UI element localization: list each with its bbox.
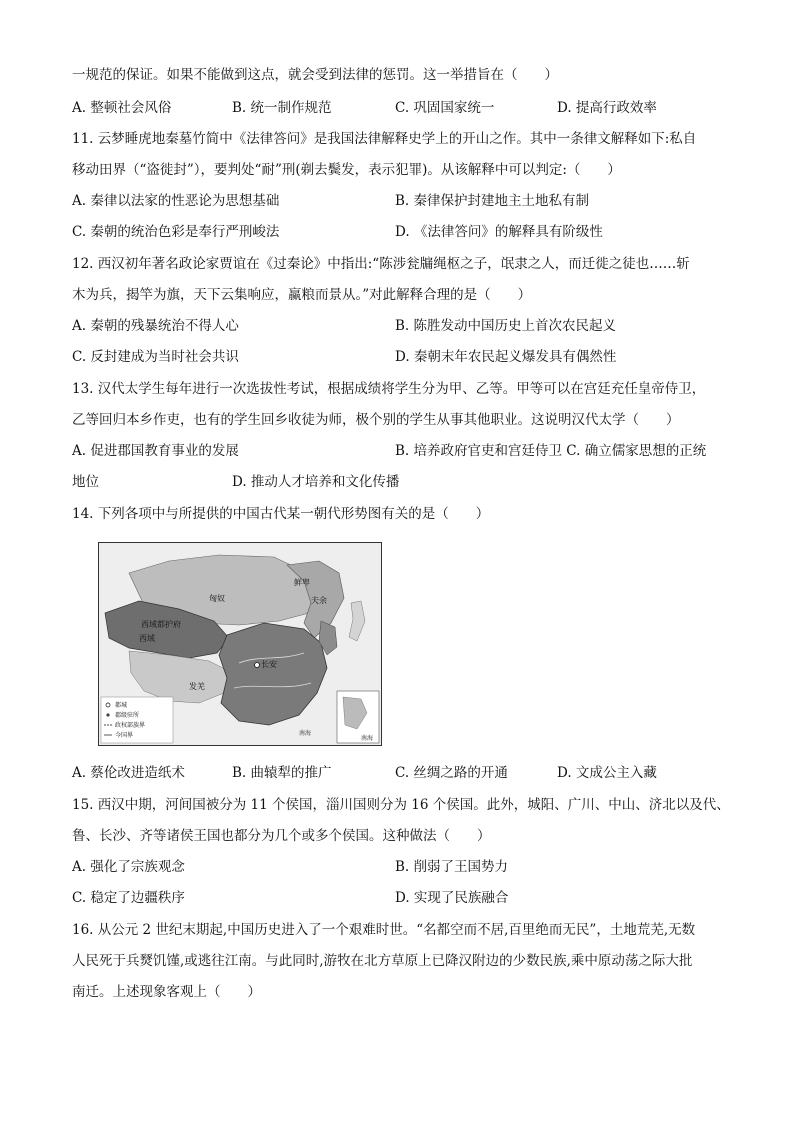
q13-stem-line2: 乙等回归本乡作吏，也有的学生回乡收徒为师，极个别的学生从事其他职业。这说明汉代太学（ ） — [72, 412, 680, 428]
label-xiyu-duhufu: 西域都护府 — [141, 620, 181, 629]
label-xiyu: 西域 — [139, 634, 155, 643]
legend-commandery: 郡级驻所 — [115, 712, 140, 719]
map-svg — [99, 543, 381, 745]
q10-option-c[interactable]: C. 巩固国家统一 — [395, 100, 495, 116]
q12-option-a[interactable]: A. 秦朝的残暴统治不得人心 — [72, 318, 239, 334]
label-faqiang: 发羌 — [189, 682, 205, 691]
q13-stem-line1: 13. 汉代太学生每年进行一次选拔性考试，根据成绩将学生分为甲、乙等。甲等可以在宫廷充任皇帝侍卫， — [72, 381, 706, 397]
q16-stem-line1: 16. 从公元 2 世纪末期起,中国历史进入了一个艰难时世。“名都空而不居,百里绝而无民”，土地荒芜,无数 — [72, 922, 696, 938]
q15-option-c[interactable]: C. 稳定了边疆秩序 — [72, 890, 185, 906]
q14-option-a[interactable]: A. 蔡伦改进造纸术 — [72, 765, 185, 781]
legend-national-border: 今国界 — [115, 732, 134, 739]
q13-option-c-wrap: 地位 — [72, 474, 99, 490]
q11-option-d[interactable]: D. 《法律答问》的解释具有阶级性 — [395, 224, 603, 240]
q15-stem-line2: 鲁、长沙、齐等诸侯王国也都分为几个或多个侯国。这种做法（ ） — [72, 828, 491, 844]
q15-option-d[interactable]: D. 实现了民族融合 — [395, 890, 509, 906]
q15-option-b[interactable]: B. 削弱了王国势力 — [395, 859, 509, 875]
label-xiongnu: 匈奴 — [209, 594, 225, 603]
q11-option-a[interactable]: A. 秦律以法家的性恶论为思想基础 — [72, 193, 280, 209]
q16-stem-line3: 南迁。上述现象客观上（ ） — [72, 984, 261, 1000]
q12-stem-line2: 木为兵，揭竿为旗，天下云集响应，赢粮而景从。”对此解释合理的是（ ） — [72, 287, 532, 303]
q14-option-c[interactable]: C. 丝绸之路的开通 — [395, 765, 508, 781]
q14-option-d[interactable]: D. 文成公主入藏 — [557, 765, 657, 781]
q10-stem-continuation: 一规范的保证。如果不能做到这点，就会受到法律的惩罚。这一举措旨在（ ） — [72, 67, 558, 83]
q11-option-c[interactable]: C. 秦朝的统治色彩是奉行严刑峻法 — [72, 224, 280, 240]
q12-option-c[interactable]: C. 反封建成为当时社会共识 — [72, 349, 239, 365]
q12-option-d[interactable]: D. 秦朝末年农民起义爆发具有偶然性 — [395, 349, 617, 365]
legend-capital: 都城 — [115, 702, 128, 709]
dynasty-territory-map — [98, 542, 382, 746]
map-legend — [101, 697, 173, 743]
q10-option-b[interactable]: B. 统一制作规范 — [232, 100, 332, 116]
label-nanhai: 南海 — [299, 730, 312, 737]
q13-option-b-c[interactable]: B. 培养政府官吏和宫廷侍卫 C. 确立儒家思想的正统 — [395, 443, 707, 459]
q16-stem-line2: 人民死于兵燹饥馑,或逃往江南。与此同时,游牧在北方草原上已降汉附边的少数民族,乘中原动荡之际大批 — [72, 953, 693, 969]
capital-marker — [255, 663, 260, 668]
q11-option-b[interactable]: B. 秦律保护封建地主土地私有制 — [395, 193, 590, 209]
q10-option-a[interactable]: A. 整顿社会风俗 — [72, 100, 172, 116]
q13-option-d[interactable]: D. 推动人才培养和文化传播 — [232, 474, 400, 490]
q11-stem-line2: 移动田界（“盗徙封”），要判处“耐”刑(剃去鬓发，表示犯罪)。从该解释中可以判定:（ ） — [72, 162, 621, 178]
q15-stem-line1: 15. 西汉中期，河间国被分为 11 个侯国，淄川国则分为 16 个侯国。此外，城阳、广川、中山、济北以及代、 — [72, 797, 730, 813]
legend-boundary: 政权部族界 — [115, 722, 146, 729]
q12-stem-line1: 12. 西汉初年著名政论家贾谊在《过秦论》中指出:“陈涉瓮牖绳枢之子，氓隶之人，而迁徙之徒也……斩 — [72, 256, 690, 272]
label-fuyu: 夫余 — [311, 596, 327, 605]
q10-option-d[interactable]: D. 提高行政效率 — [557, 100, 657, 116]
q15-option-a[interactable]: A. 强化了宗族观念 — [72, 859, 185, 875]
inset-label-nanhai: 南海 — [361, 735, 374, 742]
label-xianbei: 鲜卑 — [294, 578, 310, 587]
label-changan: 长安 — [261, 660, 277, 669]
q12-option-b[interactable]: B. 陈胜发动中国历史上首次农民起义 — [395, 318, 617, 334]
q11-stem-line1: 11. 云梦睡虎地秦墓竹简中《法律答问》是我国法律解释史学上的开山之作。其中一条律文解释如下:私自 — [72, 131, 697, 147]
q14-option-b[interactable]: B. 曲辕犁的推广 — [232, 765, 332, 781]
q14-stem: 14. 下列各项中与所提供的中国古代某一朝代形势图有关的是（ ） — [72, 506, 490, 522]
q13-option-a[interactable]: A. 促进郡国教育事业的发展 — [72, 443, 239, 459]
